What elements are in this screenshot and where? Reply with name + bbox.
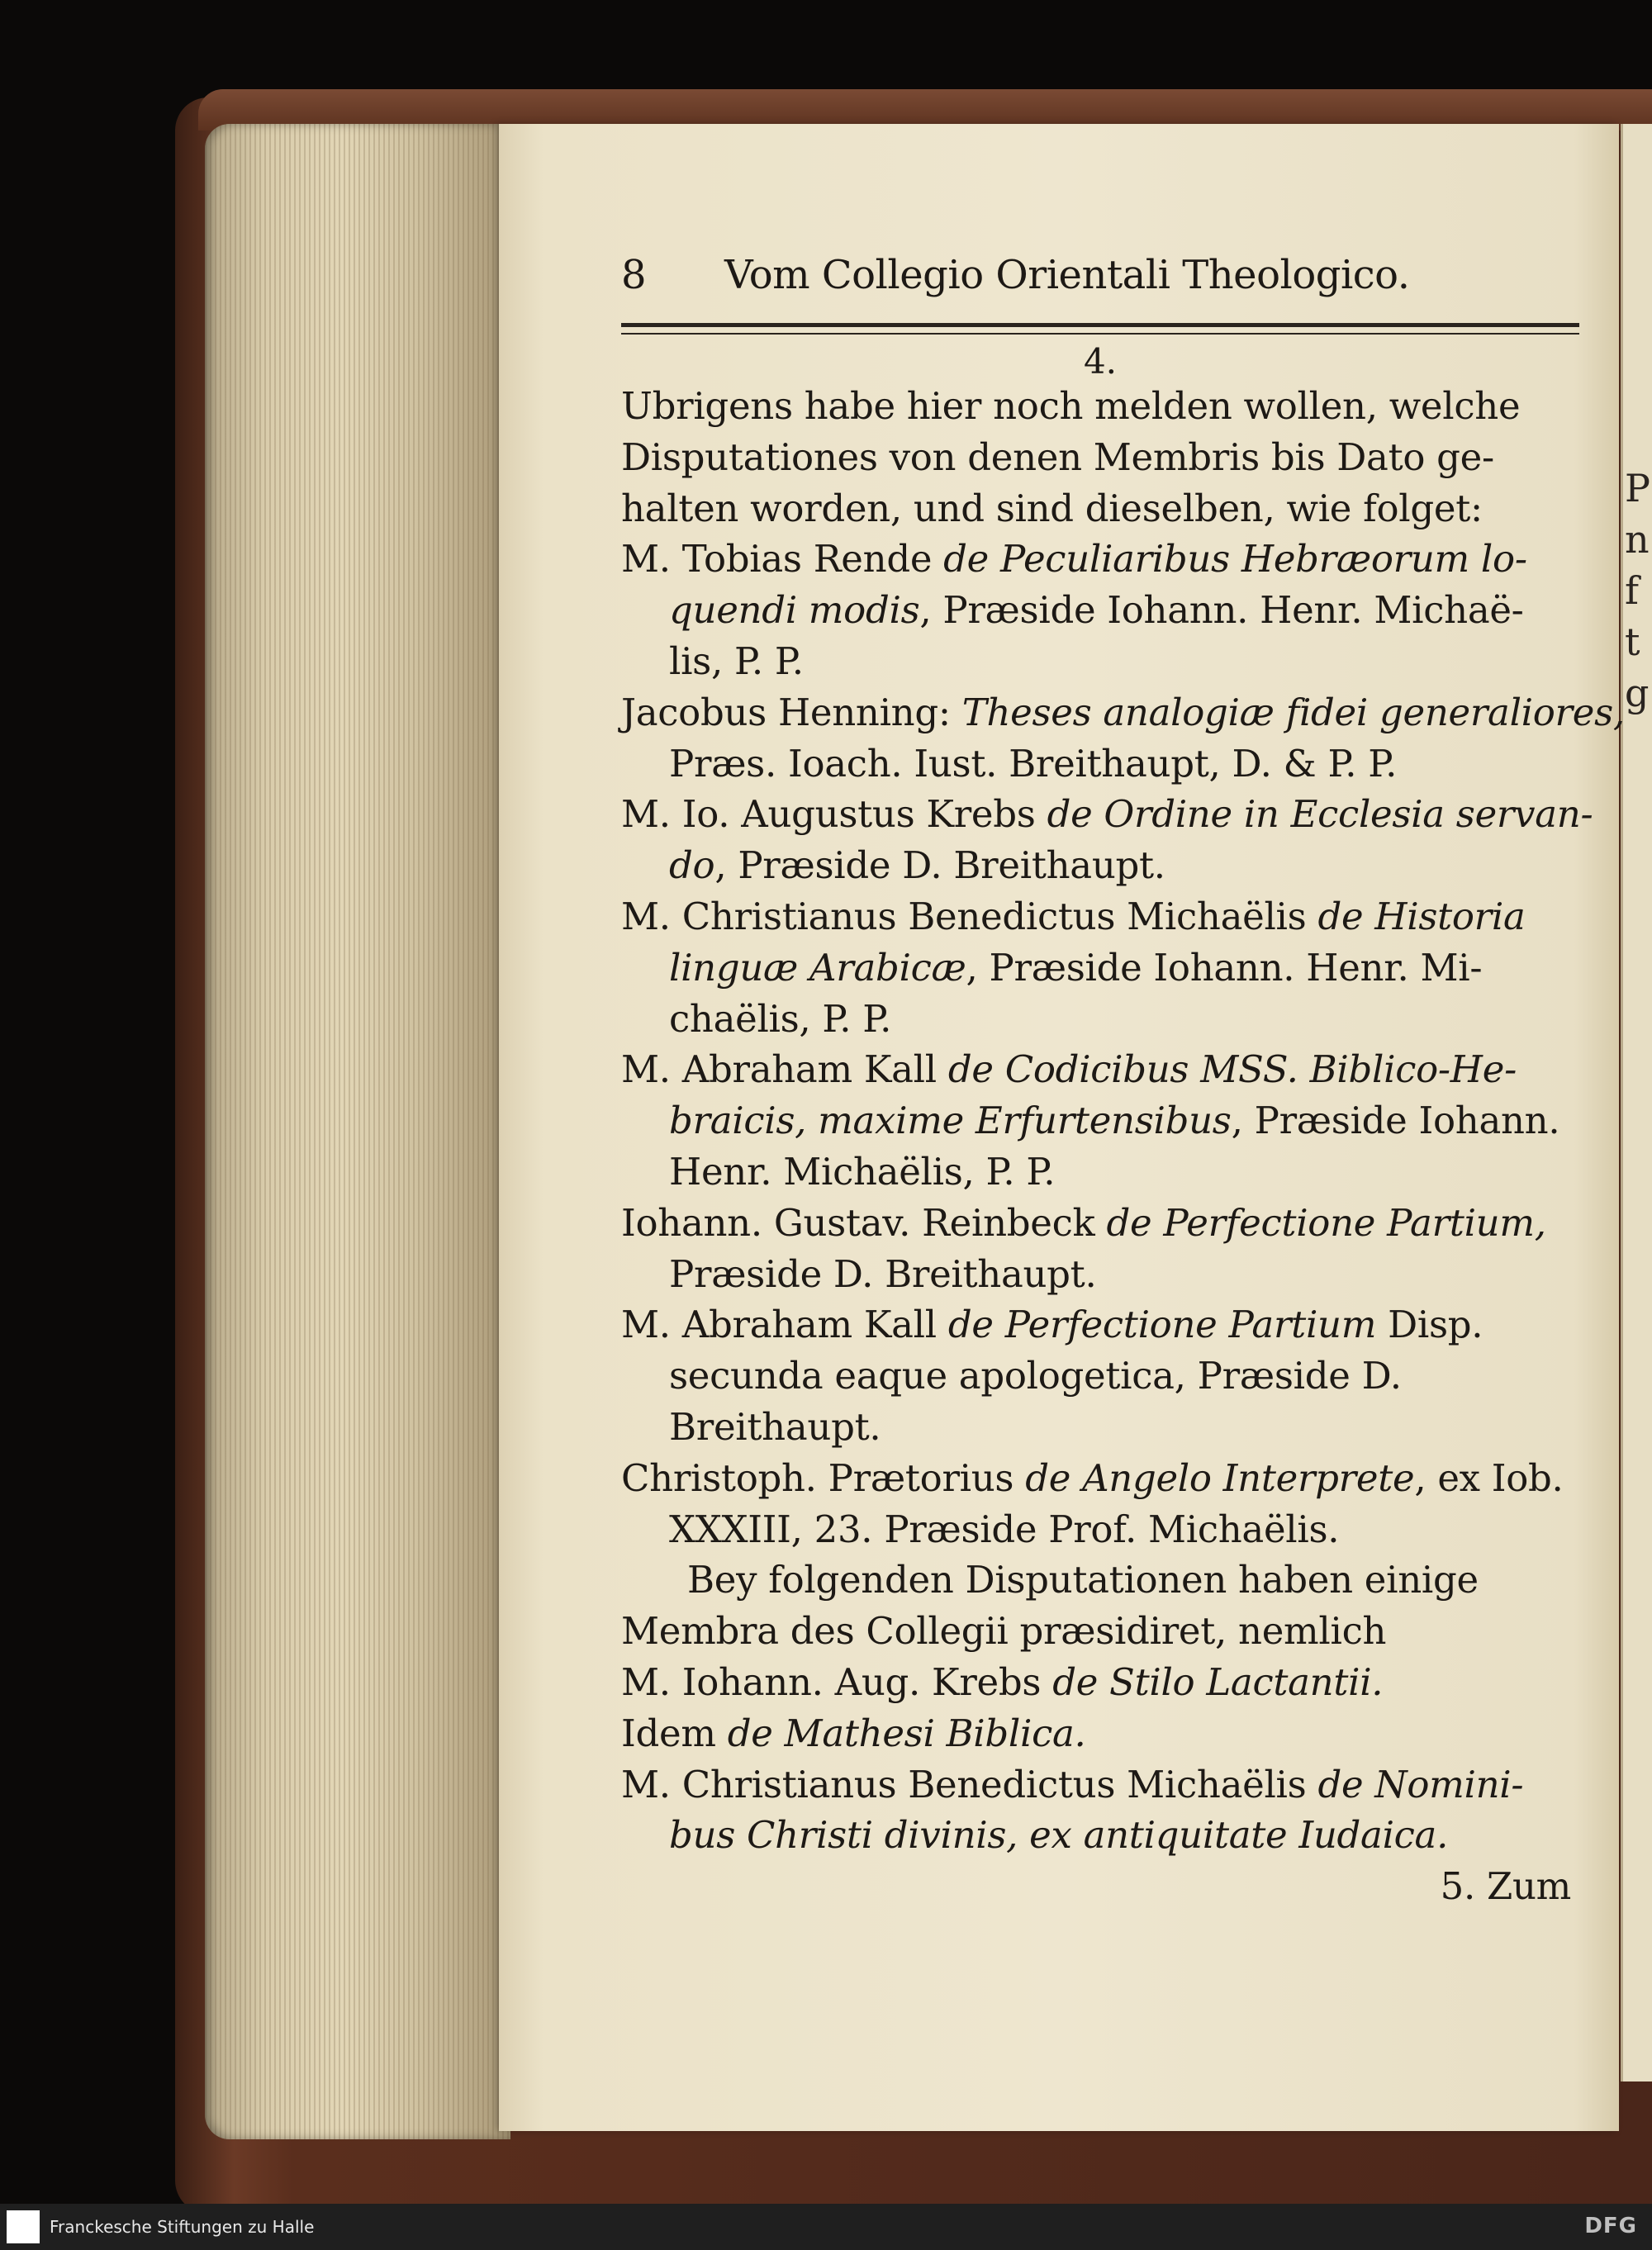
text-segment: Bey folgenden Disputationen haben einige	[687, 1558, 1479, 1602]
text-segment: M. Iohann. Aug. Krebs	[621, 1659, 1053, 1704]
text-line	[621, 1606, 1579, 1657]
text-line	[621, 381, 1579, 432]
text-segment: Membra des Collegii præsidiret, nemlich	[621, 1609, 1387, 1654]
text-segment: M. Abraham Kall	[621, 1303, 948, 1347]
next-page-letter: P	[1625, 466, 1650, 510]
italic-segment: do	[669, 843, 715, 888]
footer-bar	[0, 2204, 1652, 2250]
text-line	[621, 432, 1579, 483]
section-number: 4.	[1083, 341, 1118, 382]
page-number: 8	[621, 252, 647, 298]
text-segment: Ubrigens habe hier noch melden wollen, welche	[621, 384, 1521, 428]
text-line	[621, 942, 1579, 994]
next-page-letter: t	[1625, 619, 1640, 664]
text-line	[621, 1861, 1579, 1912]
text-segment: Breithaupt.	[669, 1404, 881, 1449]
text-line	[621, 789, 1593, 840]
italic-segment: de Codicibus MSS. Biblico-He-	[947, 1047, 1517, 1092]
text-line	[621, 840, 1579, 891]
next-page-letter: g	[1625, 671, 1650, 715]
text-segment: secunda eaque apologetica, Præside D.	[669, 1354, 1402, 1398]
text-line	[621, 1095, 1579, 1146]
next-page-letter: n	[1625, 517, 1650, 562]
italic-segment: Theses analogiæ fidei generaliores,	[961, 690, 1625, 734]
text-segment: Præside D. Breithaupt.	[669, 1251, 1097, 1296]
italic-segment: de Historia	[1317, 894, 1526, 938]
text-segment: Disp.	[1376, 1303, 1483, 1347]
text-segment: lis, P. P.	[669, 638, 804, 683]
italic-segment: de Nomini-	[1317, 1762, 1524, 1806]
text-segment: M. Tobias Rende	[621, 537, 944, 581]
text-line	[621, 1198, 1579, 1249]
text-segment: , ex Iob.	[1414, 1455, 1564, 1500]
text-segment: M. Christianus Benedictus Michaëlis	[621, 894, 1318, 938]
next-page-edge	[1621, 124, 1652, 2081]
page-text	[621, 252, 1625, 1912]
italic-segment: de Perfectione Partium,	[1106, 1200, 1546, 1245]
running-title: Vom Collegio Orientali Theologico.	[724, 252, 1410, 298]
institution-name: Franckesche Stiftungen zu Halle	[50, 2217, 315, 2237]
text-line	[621, 636, 1579, 687]
body-text	[621, 381, 1625, 1912]
next-page-letter: f	[1625, 568, 1640, 613]
funder-logo: DFG	[1584, 2214, 1637, 2238]
institution-logo-icon	[7, 2210, 40, 2243]
text-line	[621, 1299, 1579, 1350]
text-segment: halten worden, und sind dieselben, wie folget:	[621, 486, 1483, 530]
text-line	[621, 1249, 1579, 1300]
italic-segment: de Angelo Interprete	[1025, 1455, 1415, 1500]
text-line	[621, 738, 1579, 790]
text-segment: M. Io. Augustus Krebs	[621, 792, 1047, 837]
text-line	[621, 891, 1579, 942]
text-line	[621, 687, 1625, 738]
text-segment: , Præside Iohann.	[1231, 1099, 1560, 1143]
text-segment: Jacobus Henning:	[621, 690, 962, 734]
text-line	[621, 994, 1579, 1045]
text-line	[621, 1350, 1579, 1402]
text-line	[621, 1146, 1579, 1198]
text-segment: , Præside D. Breithaupt.	[714, 843, 1165, 888]
text-line	[621, 1504, 1579, 1555]
text-segment: chaëlis, P. P.	[669, 996, 892, 1041]
header-rule	[621, 323, 1579, 335]
text-segment: Disputationes von denen Membris bis Dato ge-	[621, 434, 1494, 479]
italic-segment: de Ordine in Ecclesia servan-	[1047, 792, 1593, 837]
text-line	[621, 1810, 1579, 1861]
text-line	[621, 483, 1579, 534]
text-line	[621, 1453, 1579, 1504]
italic-segment: bus Christi divinis, ex antiquitate Iudaica.	[669, 1813, 1449, 1858]
italic-segment: quendi modis	[669, 588, 920, 633]
italic-segment: de Stilo Lactantii.	[1052, 1659, 1384, 1704]
text-line	[621, 1657, 1579, 1708]
text-segment: Christoph. Prætorius	[621, 1455, 1026, 1500]
page-edges	[205, 124, 510, 2139]
text-segment: Præs. Ioach. Iust. Breithaupt, D. & P. P.	[669, 741, 1398, 786]
text-line	[621, 1044, 1579, 1095]
text-segment: Iohann. Gustav. Reinbeck	[621, 1200, 1107, 1245]
text-line	[621, 585, 1579, 636]
text-segment: 5. Zum	[1440, 1864, 1571, 1909]
italic-segment: braicis, maxime Erfurtensibus	[669, 1099, 1232, 1143]
text-line	[621, 1708, 1579, 1759]
text-segment: , Præside Iohann. Henr. Mi-	[966, 945, 1483, 990]
italic-segment: de Peculiaribus Hebræorum lo-	[943, 537, 1527, 581]
text-line	[621, 1759, 1579, 1811]
text-line	[621, 1402, 1579, 1453]
text-segment: Henr. Michaëlis, P. P.	[669, 1149, 1056, 1194]
text-segment: M. Christianus Benedictus Michaëlis	[621, 1762, 1318, 1806]
text-line	[621, 534, 1579, 585]
text-segment: , Præside Iohann. Henr. Michaë-	[919, 588, 1524, 633]
text-line	[621, 1555, 1579, 1606]
text-segment: M. Abraham Kall	[621, 1047, 948, 1092]
text-segment: Idem	[621, 1711, 728, 1755]
text-segment: XXXIII, 23. Præside Prof. Michaëlis.	[669, 1507, 1340, 1551]
italic-segment: linguæ Arabicæ	[669, 945, 966, 990]
italic-segment: de Mathesi Biblica.	[727, 1711, 1086, 1755]
running-header	[621, 252, 1579, 306]
italic-segment: de Perfectione Partium	[947, 1303, 1377, 1347]
